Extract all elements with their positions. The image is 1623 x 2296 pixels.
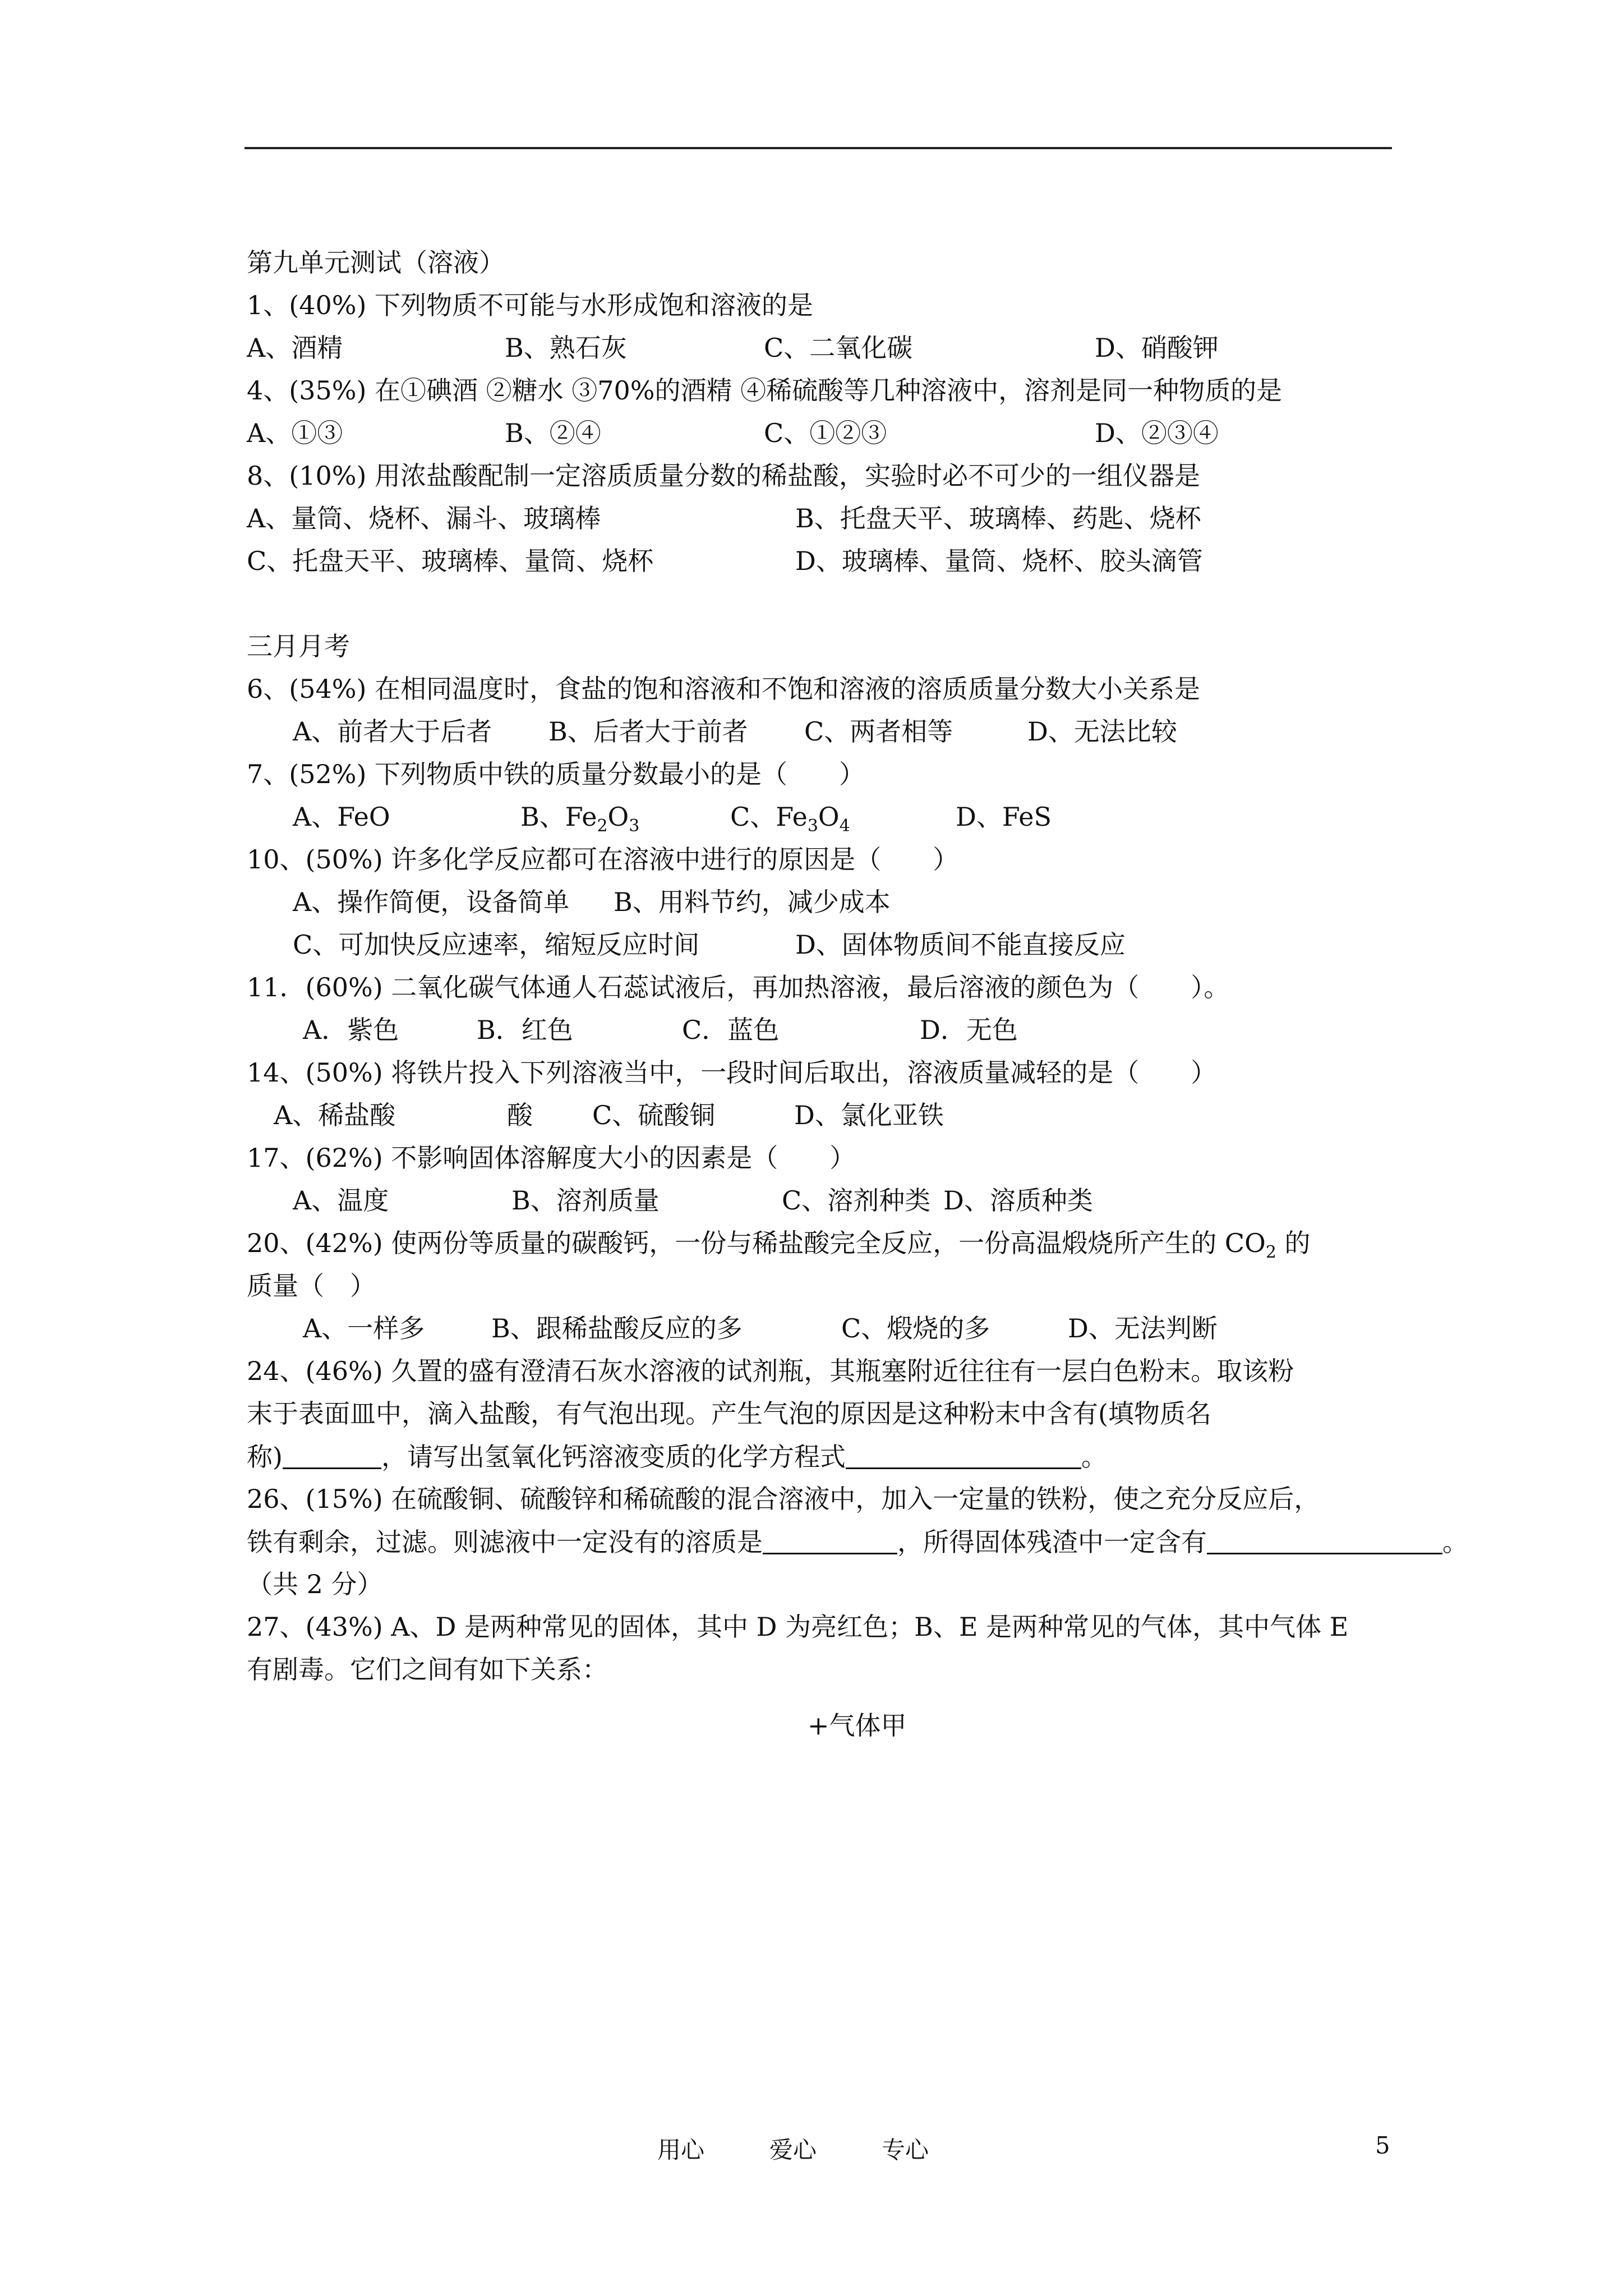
q14-option-c: C、硫酸铜 <box>592 1100 716 1130</box>
q17-option-a: A、温度 <box>293 1185 389 1216</box>
q11-option-a: A．紫色 <box>303 1015 399 1045</box>
page-number: 5 <box>1375 2132 1390 2159</box>
q20-option-a: A、一样多 <box>303 1313 425 1343</box>
q4-option-b: B、②④ <box>505 418 601 448</box>
q11-option-c: C．蓝色 <box>682 1015 780 1045</box>
q11-options <box>247 1009 1402 1051</box>
q24-line1: 24、(46%) 久置的盛有澄清石灰水溶液的试剂瓶，其瓶塞附近往往有一层白色粉末。取该粉 <box>247 1356 1294 1386</box>
q10-stem: 10、(50%) 许多化学反应都可在溶液中进行的原因是（ ） <box>247 844 959 875</box>
q8-option-b: B、托盘天平、玻璃棒、药匙、烧杯 <box>795 503 1201 533</box>
q14-stem: 14、(50%) 将铁片投入下列溶液当中，一段时间后取出，溶液质量减轻的是（ ） <box>247 1057 1217 1088</box>
q1-stem: 1、(40%) 下列物质不可能与水形成饱和溶液的是 <box>247 290 814 320</box>
q7-stem: 7、(52%) 下列物质中铁的质量分数最小的是（ ） <box>247 759 865 789</box>
q14-option-d: D、氯化亚铁 <box>794 1100 944 1130</box>
document-body <box>247 241 1468 1691</box>
q14-option-a: A、稀盐酸 <box>274 1100 396 1130</box>
q24-line3: 称) ，请写出氢氧化钙溶液变质的化学方程式 。 <box>247 1435 1402 1478</box>
q6-option-a: A、前者大于后者 <box>293 716 492 747</box>
q11-option-d: D．无色 <box>920 1015 1018 1045</box>
q10-option-d: D、固体物质间不能直接反应 <box>795 930 1126 960</box>
q7-options <box>247 795 1402 838</box>
q20-option-b: B、跟稀盐酸反应的多 <box>491 1313 743 1343</box>
q17-option-c: C、溶剂种类 <box>782 1185 931 1216</box>
q1-option-d: D、硝酸钾 <box>1095 333 1219 363</box>
q24-line2: 末于表面皿中，滴入盐酸，有气泡出现。产生气泡的原因是这种粉末中含有(填物质名 <box>247 1398 1211 1429</box>
q11-stem: 11．(60%) 二氧化碳气体通人石蕊试液后，再加热溶液，最后溶液的颜色为（ ）。 <box>247 972 1230 1002</box>
q8-option-a: A、量筒、烧杯、漏斗、玻璃棒 <box>247 503 601 533</box>
q17-options <box>247 1179 1402 1222</box>
q20-option-d: D、无法判断 <box>1068 1313 1218 1343</box>
section-title-unit9: 第九单元测试（溶液） <box>247 247 505 278</box>
q27-line2: 有剧毒。它们之间有如下关系： <box>247 1654 608 1685</box>
diagram-label-plus-gas: +气体甲 <box>808 1710 907 1741</box>
q8-option-c: C、托盘天平、玻璃棒、量筒、烧杯 <box>247 546 654 576</box>
q6-stem: 6、(54%) 在相同温度时，食盐的饱和溶液和不饱和溶液的溶质质量分数大小关系是 <box>247 674 1201 704</box>
footer-motto-1: 用心 <box>657 2136 705 2164</box>
q8-stem: 8、(10%) 用浓盐酸配制一定溶质质量分数的稀盐酸，实验时必不可少的一组仪器是 <box>247 461 1201 491</box>
q6-option-b: B、后者大于前者 <box>548 716 748 747</box>
q26-answer-blank-2[interactable] <box>1207 1524 1442 1554</box>
q17-option-b: B、溶剂质量 <box>511 1185 660 1216</box>
q26-score-note: （共 2 分） <box>247 1569 383 1599</box>
q4-options <box>247 412 1402 454</box>
q7-option-a: A、FeO <box>293 802 390 832</box>
page-footer <box>0 2132 1623 2171</box>
q24-answer-blank-1[interactable] <box>283 1438 381 1469</box>
q8-options-row2 <box>247 540 1402 582</box>
q6-options <box>247 710 1402 753</box>
q17-stem: 17、(62%) 不影响固体溶解度大小的因素是（ ） <box>247 1143 856 1173</box>
q10-options-row2 <box>247 923 1402 966</box>
header-rule <box>245 147 1392 149</box>
q11-option-b: B．红色 <box>477 1015 573 1045</box>
q10-option-b: B、用料节约，减少成本 <box>614 887 891 917</box>
footer-motto-3: 专心 <box>882 2136 929 2164</box>
q4-stem: 4、(35%) 在①碘酒 ②糖水 ③70%的酒精 ④稀硫酸等几种溶液中，溶剂是同一种物质的是 <box>247 375 1283 406</box>
q10-option-c: C、可加快反应速率，缩短反应时间 <box>293 930 700 960</box>
q26-line2: 铁有剩余，过滤。则滤液中一定没有的溶质是 ，所得固体残渣中一定含有 。 <box>247 1520 1402 1563</box>
q6-option-d: D、无法比较 <box>1027 716 1177 747</box>
q24-answer-blank-2[interactable] <box>846 1438 1081 1469</box>
q26-answer-blank-1[interactable] <box>763 1524 897 1554</box>
q26-line1: 26、(15%) 在硫酸铜、硫酸锌和稀硫酸的混合溶液中，加入一定量的铁粉，使之充分反应后， <box>247 1484 1320 1514</box>
q4-option-a: A、①③ <box>247 418 343 448</box>
q8-option-d: D、玻璃棒、量筒、烧杯、胶头滴管 <box>795 546 1203 576</box>
q1-options <box>247 326 1402 369</box>
q27-line1: 27、(43%) A、D 是两种常见的固体，其中 D 为亮红色；B、E 是两种常见的气体，其中气体 E <box>247 1612 1349 1642</box>
q7-option-d: D、FeS <box>956 802 1052 832</box>
q17-option-d: D、溶质种类 <box>943 1185 1093 1216</box>
section-title-march: 三月月考 <box>247 631 350 661</box>
q20-stem: 20、(42%) 使两份等质量的碳酸钙，一份与稀盐酸完全反应，一份高温煅烧所产生的 $CO_2$ 的 <box>247 1228 1311 1263</box>
q1-option-c: C、二氧化碳 <box>764 333 913 363</box>
q10-option-a: A、操作简便，设备简单 <box>293 887 570 917</box>
footer-motto-2: 爱心 <box>769 2136 817 2164</box>
q4-option-c: C、①②③ <box>764 418 887 448</box>
q10-options-row1 <box>247 881 1402 923</box>
q1-option-a: A、酒精 <box>247 333 343 363</box>
q20-stem-line2: 质量（ ） <box>247 1271 376 1301</box>
q20-options <box>247 1307 1402 1350</box>
q7-option-b: B、$Fe_2O_3$ <box>520 802 640 836</box>
q1-option-b: B、熟石灰 <box>505 333 627 363</box>
q14-options <box>247 1094 1402 1137</box>
q14-option-b: 酸 <box>507 1100 533 1130</box>
q7-option-c: C、$Fe_3O_4$ <box>730 802 850 836</box>
q4-option-d: D、②③④ <box>1095 418 1219 448</box>
q8-options-row1 <box>247 497 1402 540</box>
q6-option-c: C、两者相等 <box>804 716 953 747</box>
q20-option-c: C、煅烧的多 <box>841 1313 990 1343</box>
